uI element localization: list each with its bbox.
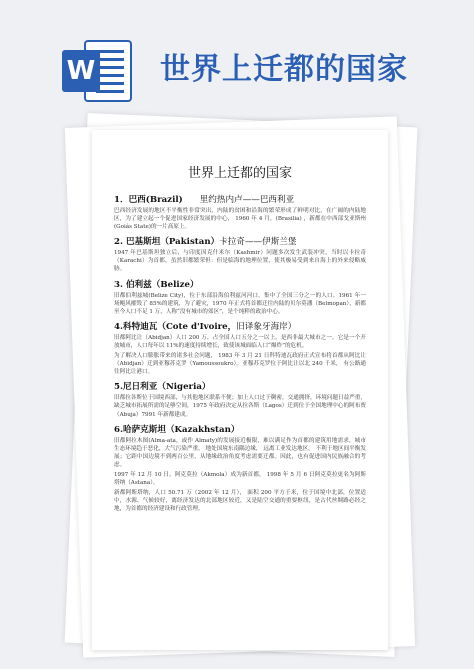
document-title: 世界上迁都的国家 [187,166,292,181]
document-banner [0,0,474,120]
section-paragraph: 1947 年巴基斯坦独立后，与印度因克什米尔（Kashmir）问题多次发生武装冲突，当时以卡拉奇（Karachi）为首都，虽然旧都繁荣但：但是临海的地理位置，使其极易受到来自海上的外来侵略威胁。 [114,250,366,273]
section-heading-kazakhstan: 6.哈萨克斯坦（Kazakhstan） [114,424,240,435]
section-paragraph: 1997 年 12 月 10 日，阿克莫拉（Akmola）成为新首都， 1998 年 5 月 6 日阿克莫拉更名为阿斯塔纳（Astana）。 [114,471,366,487]
section-paragraph: 旧都拉各斯位于国境西部，与其他地区联系不便；加上人口过于稠密，交通拥挤，环境问题日益严重，缺乏城市拓展所需的足够空间，1975 年政府决定从拉各斯（Lagos）迁到位于全国地理中心的阿布贾（Abuja）7991 年新都建成。 [114,395,366,418]
section-paragraph: 旧都阿比让（Abidjan）人口 200 万，占全国人口五分之一以上，是西非最大城市之一，它是一个开放城市，人口每年以 11%的速度持续增长，致使该城面临人口“爆炸”的危机。 [114,334,366,349]
section-heading-belize: 3. 伯利兹（Belize） [114,279,199,290]
section-heading-brazil: 1．巴西(Brazil) 里约热内卢——巴西利亚 [114,195,295,205]
section-heading-pakistan: 2. 巴基斯坦（Pakistan）卡拉奇——伊斯兰堡 [114,237,297,248]
section-paragraph: 旧都伯利兹城(Belize City)，位于东部沿海伯利兹河河口，集中了全国三分之一的人口。1961 年一场飓风摧毁了 85%的建筑，为了避灾，1970 年正式将首都迁往内陆的贝尔莫潘（Belmopan），新都至今人口不足 1 万，人称“没有城市的郊区”，是个纯粹的政治中心。 [114,292,366,315]
banner-title: 世界上迁都的国家 [160,52,408,87]
section-paragraph: 巴西经济发展的地区不平衡性非常突出，内陆的贫困和沿海的繁荣形成了鲜明对比，在广阔的内陆地区，为了建立起一个促进国家经济发展的中心， 1960 年 4 月，(Brasilia) ，新都在中西部戈亚斯州(Goiás State)的一片高原上。 [114,208,366,231]
section-heading-nigeria: 5.尼日利亚（Nigeria） [114,382,211,393]
word-icon-letter: W [62,50,100,92]
document-page [92,130,388,650]
section-paragraph: 为了解决人口膨胀带来的诸多社会问题， 1983 年 3 月 21 日科特迪瓦政府正式宣布将首都从阿比让（Abidjan）迁到亚穆苏克罗（Yamoussoukro）。亚穆苏克罗位于阿比让以北 240 千米， 有公路通往阿比让港口。 [114,353,366,376]
section-paragraph: 新都阿斯塔纳，人口 50.71 万（2002 年 12 月）， 面积 200 平方千米，位于国境中北部，位置适中，水源、气候较好，离经济发达的北部地区较近，又是陆空交通的重要枢纽，是古代丝绸路必经之地，为首都的经济建设和行政管理。 [114,490,366,513]
section-heading-cote-divoire: 4.科特迪瓦（Cote d'Ivoire，旧译象牙海岸） [114,321,297,332]
section-paragraph: 旧都阿拉木图(Alma-ata，或作 Almaty)的发展接近极限，难以满足作为首都的建筑用地需求，城市生态环境趋于恶化，大气污染严重， 地处国境东南隅边缘， 远离工业发达地区， 不利于地区间平衡发展；它距中国边境不到两百公里，从地缘政治角度考虑需要迁都。因此，也有促进国内民族融合的考虑。 [114,437,366,468]
word-document-icon [62,38,134,104]
